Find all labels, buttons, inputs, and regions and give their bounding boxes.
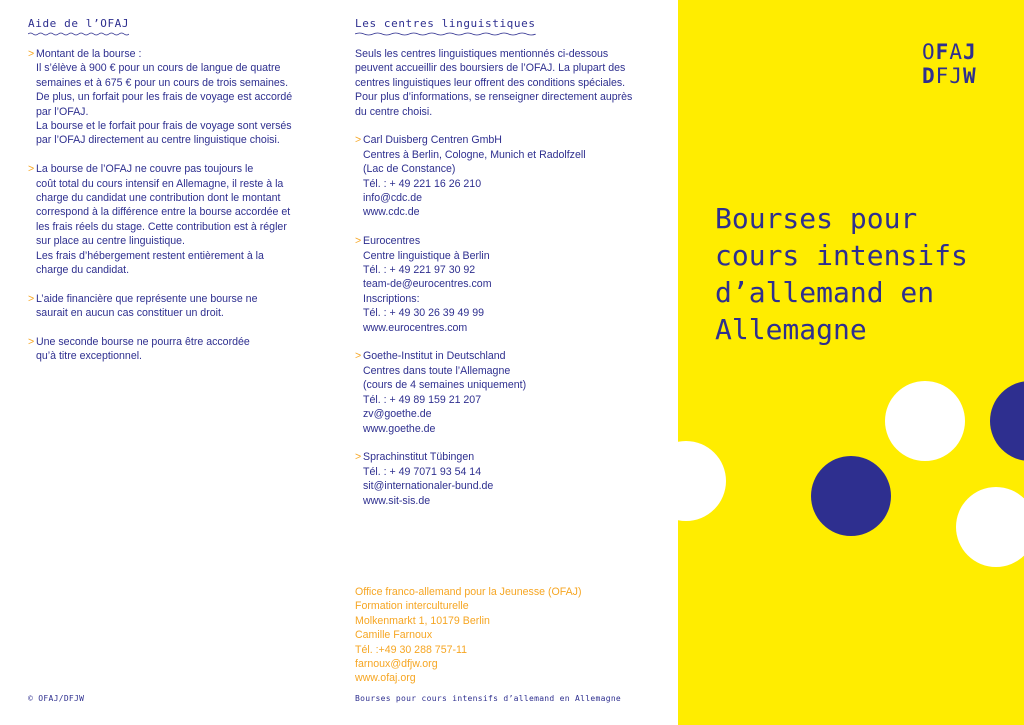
- centre-item-line: (Lac de Constance): [363, 163, 456, 176]
- centre-item-line: Centre linguistique à Berlin: [363, 249, 490, 262]
- doc-title-footer: Bourses pour cours intensifs d’allemand en Allemagne: [355, 694, 622, 703]
- contact-block: [355, 585, 582, 686]
- white-circle-bottom: [956, 487, 1024, 567]
- centre-item-line: sit@internationaler-bund.de: [363, 480, 494, 493]
- centre-item-line: info@cdc.de: [363, 192, 423, 205]
- contact-line: Molkenmarkt 1, 10179 Berlin: [355, 614, 490, 627]
- aide-item-line: Il s’élève à 900 € pour un cours de langue de quatre: [36, 62, 281, 75]
- centre-item-line: Tél. : + 49 30 26 39 49 99: [363, 307, 485, 320]
- centres-heading: [355, 17, 536, 36]
- centre-item-line: www.eurocentres.com: [363, 321, 468, 334]
- aide-item-line: sur place au centre linguistique.: [36, 235, 185, 248]
- centres-intro-line: centres linguistiques leur offrent des conditions spéciales.: [355, 76, 626, 89]
- centre-item-line: team-de@eurocentres.com: [363, 278, 492, 291]
- white-circle-left: [678, 441, 726, 521]
- centre-item-line: www.goethe.de: [363, 422, 436, 435]
- navy-circle-middle: [811, 456, 891, 536]
- centres-body: [355, 47, 665, 522]
- centres-intro: [355, 47, 665, 119]
- aide-item-line: les frais réels du stage. Cette contribution est à régler: [36, 220, 287, 233]
- centre-item-line: zv@goethe.de: [363, 408, 432, 421]
- centre-item-line: Goethe-Institut in Deutschland: [363, 350, 506, 363]
- logo-line-dfjw: DFJW: [922, 64, 977, 88]
- contact-line: Formation interculturelle: [355, 600, 469, 613]
- centre-item: [355, 450, 665, 508]
- centre-item-line: www.cdc.de: [363, 206, 420, 219]
- centre-item-line: Sprachinstitut Tübingen: [363, 451, 475, 464]
- centre-item-line: Inscriptions:: [363, 292, 420, 305]
- aide-heading: [28, 17, 129, 36]
- white-circle-top: [885, 381, 965, 461]
- centre-item-line: Tél. : + 49 221 97 30 92: [363, 264, 476, 277]
- cover-title-line: cours intensifs: [715, 239, 968, 272]
- aide-item-line: Les frais d’hébergement restent entièrement à la: [36, 249, 264, 262]
- arrow-marker-icon: >: [28, 292, 35, 305]
- centre-item-line: Tél. : + 49 89 159 21 207: [363, 393, 482, 406]
- arrow-marker-icon: >: [28, 336, 35, 349]
- centre-item: [355, 133, 665, 219]
- centre-item-line: Eurocentres: [363, 235, 421, 248]
- centre-item: [355, 349, 665, 435]
- arrow-marker-icon: >: [355, 451, 362, 464]
- aide-list: [28, 47, 328, 378]
- contact-line: www.ofaj.org: [355, 672, 416, 685]
- cover-title-line: d’allemand en: [715, 276, 935, 309]
- centres-heading-text: Les centres linguistiques: [355, 17, 536, 30]
- arrow-marker-icon: >: [355, 350, 362, 363]
- contact-line: Office franco-allemand pour la Jeunesse (OFAJ): [355, 586, 582, 598]
- aide-item-line: saurait en aucun cas constituer un droit.: [36, 307, 224, 320]
- centre-item-line: Centres dans toute l’Allemagne: [363, 364, 511, 377]
- arrow-marker-icon: >: [355, 235, 362, 248]
- aide-item-line: L’aide financière que représente une bourse ne: [36, 292, 258, 305]
- centre-item-line: www.sit-sis.de: [363, 494, 431, 507]
- aide-item-line: Une seconde bourse ne pourra être accordée: [36, 336, 250, 349]
- centre-item-line: Carl Duisberg Centren GmbH: [363, 134, 502, 147]
- cover-title-line: Allemagne: [715, 313, 867, 346]
- aide-item-line: Montant de la bourse :: [36, 48, 142, 60]
- centres-intro-line: du centre choisi.: [355, 105, 433, 118]
- centre-item-line: Centres à Berlin, Cologne, Munich et Radolfzell: [363, 148, 586, 161]
- aide-item-line: La bourse et le forfait pour frais de voyage sont versés: [36, 120, 292, 133]
- centres-intro-line: Pour plus d’informations, se renseigner directement auprès: [355, 91, 633, 104]
- centre-item-line: (cours de 4 semaines uniquement): [363, 379, 527, 392]
- aide-heading-text: Aide de l’OFAJ: [28, 17, 130, 30]
- aide-item-line: par l’OFAJ directement au centre linguistique choisi.: [36, 134, 280, 147]
- centres-intro-line: peuvent accueillir des boursiers de l’OFAJ. La plupart des: [355, 62, 626, 75]
- arrow-marker-icon: >: [28, 163, 35, 176]
- centre-item: [355, 234, 665, 335]
- aide-item-line: La bourse de l’OFAJ ne couvre pas toujours le: [36, 163, 254, 176]
- cover-title-line: Bourses pour: [715, 202, 918, 235]
- aide-item-line: par l’OFAJ.: [36, 105, 89, 118]
- aide-item-line: De plus, un forfait pour les frais de voyage est accordé: [36, 91, 293, 104]
- contact-line: Camille Farnoux: [355, 629, 433, 642]
- aide-item-line: coût total du cours intensif en Allemagne, il reste à la: [36, 177, 284, 190]
- contact-line: farnoux@dfjw.org: [355, 658, 438, 671]
- navy-circle-right: [990, 381, 1024, 461]
- wave-underline: [28, 32, 129, 36]
- aide-item: [28, 47, 328, 148]
- aide-item-line: charge du candidat une contribution dont le montant: [36, 192, 281, 205]
- logo-line-ofaj: OFAJ: [922, 40, 977, 64]
- cover-title: [715, 200, 968, 348]
- wave-underline: [355, 32, 536, 36]
- contact-line: Tél. :+49 30 288 757-11: [355, 643, 468, 656]
- arrow-marker-icon: >: [355, 134, 362, 147]
- aide-item-line: semaines et à 675 € pour un cours de trois semaines.: [36, 76, 289, 89]
- centres-list: [355, 133, 665, 508]
- centres-intro-line: Seuls les centres linguistiques mentionnés ci-dessous: [355, 48, 609, 60]
- centre-item-line: Tél. : + 49 7071 93 54 14: [363, 465, 482, 478]
- aide-item: [28, 162, 328, 277]
- arrow-marker-icon: >: [28, 48, 35, 60]
- ofaj-dfjw-logo: [922, 40, 977, 88]
- aide-item-line: correspond à la différence entre la bourse accordée et: [36, 206, 291, 219]
- centre-item-line: Tél. : + 49 221 16 26 210: [363, 177, 482, 190]
- aide-item-line: qu’à titre exceptionnel.: [36, 350, 143, 363]
- aide-item: [28, 335, 328, 364]
- aide-item: [28, 292, 328, 321]
- copyright-footer: © OFAJ/DFJW: [28, 694, 85, 703]
- aide-item-line: charge du candidat.: [36, 264, 130, 277]
- cover-panel: [678, 0, 1024, 725]
